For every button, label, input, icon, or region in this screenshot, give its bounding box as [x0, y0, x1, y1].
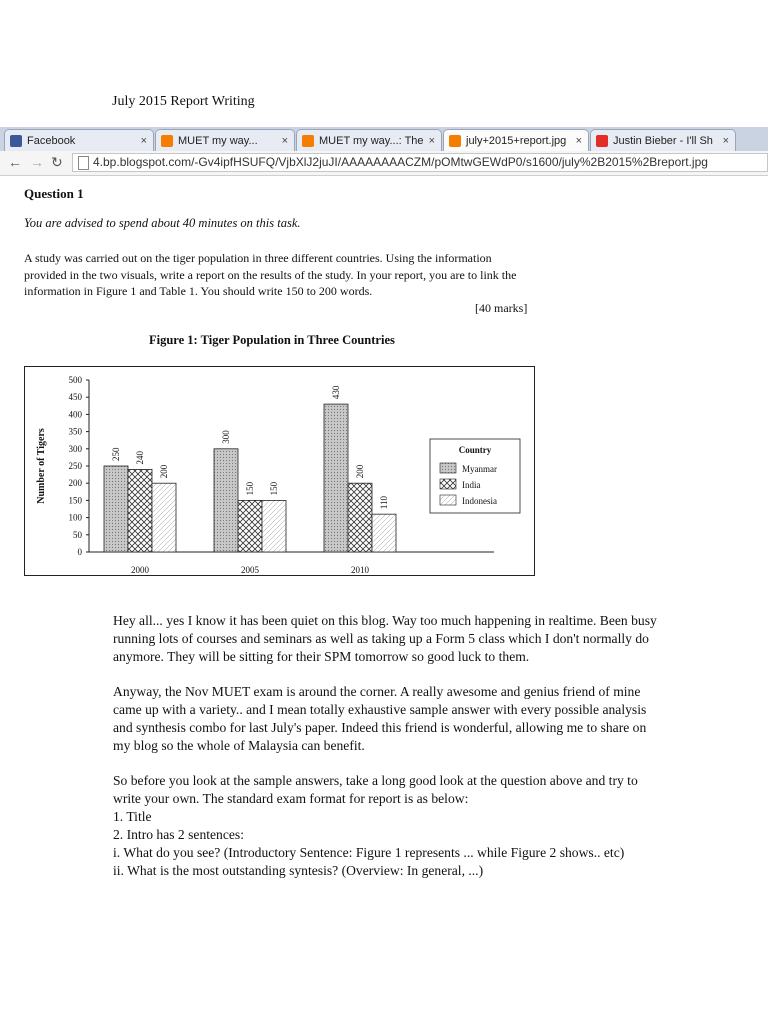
tab-label: Facebook — [27, 135, 76, 147]
bar — [214, 449, 238, 552]
tab-muet-2[interactable] — [296, 129, 442, 151]
blog-post — [113, 612, 658, 880]
bar — [238, 500, 262, 552]
y-tick-label: 100 — [68, 512, 82, 523]
post-paragraph-1: Hey all... yes I know it has been quiet on this blog. Way too much happening in realtime. Been busy running lots of courses and seminars as well as taking up a Form 5 class which I don't normally do anymore. They will be sitting for their SPM tomorrow so good luck to them. — [113, 613, 657, 664]
bar-value-label: 200 — [355, 464, 365, 479]
y-axis-label: Number of Tigers — [36, 428, 47, 504]
list-item: 2. Intro has 2 sentences: — [113, 827, 244, 842]
question-advice: You are advised to spend about 40 minutes on this task. — [24, 216, 301, 230]
y-tick-label: 450 — [68, 392, 82, 403]
bar — [372, 514, 396, 552]
tab-label: july+2015+report.jpg — [466, 135, 567, 147]
chart-svg — [24, 366, 536, 576]
tab-label: MUET my way... — [178, 135, 258, 147]
y-tick-label: 50 — [73, 529, 82, 540]
legend-label: Myanmar — [462, 464, 497, 474]
x-tick-label: 2010 — [351, 565, 369, 575]
forward-arrow-icon[interactable]: → — [30, 154, 44, 170]
legend-swatch — [440, 463, 456, 473]
y-tick-label: 250 — [68, 461, 82, 471]
youtube-icon — [596, 135, 608, 147]
y-tick-label: 200 — [68, 478, 82, 489]
blogger-icon — [449, 135, 461, 147]
y-tick-label: 300 — [68, 443, 82, 454]
close-icon[interactable]: × — [722, 135, 729, 147]
bar-value-label: 150 — [245, 481, 255, 496]
tiger-chart — [24, 366, 536, 581]
y-tick-label: 150 — [68, 495, 82, 506]
reload-icon[interactable]: ↻ — [51, 154, 63, 170]
blogger-icon — [161, 135, 173, 147]
y-tick-label: 350 — [68, 426, 82, 437]
question-marks: [40 marks] — [475, 301, 528, 315]
bar — [262, 500, 286, 552]
list-item: i. What do you see? (Introductory Sentence: Figure 1 represents ... while Figure 2 shows.. etc) — [113, 845, 625, 860]
tab-report-image[interactable] — [443, 129, 589, 151]
bar-value-label: 150 — [269, 481, 279, 496]
figure-title: Figure 1: Tiger Population in Three Countries — [149, 333, 395, 347]
y-tick-label: 0 — [77, 547, 82, 557]
back-arrow-icon[interactable]: ← — [8, 154, 22, 170]
close-icon[interactable]: × — [575, 135, 582, 147]
bar-value-label: 200 — [159, 464, 169, 479]
bar — [104, 466, 128, 552]
legend-title: Country — [458, 445, 492, 455]
y-tick-label: 500 — [68, 375, 82, 385]
bar — [324, 404, 348, 552]
list-item: ii. What is the most outstanding syntesis? (Overview: In general, ...) — [113, 863, 484, 878]
question-heading: Question 1 — [24, 186, 84, 201]
bar — [128, 469, 152, 552]
browser-toolbar — [0, 151, 768, 176]
bar-value-label: 300 — [221, 430, 231, 444]
question-body: A study was carried out on the tiger population in three different countries. Using the information provided in the two visuals, write a report on the results of the study. In your report, you are to link the information in Figure 1 and Table 1. You should write 150 to 200 words. — [24, 251, 517, 298]
close-icon[interactable]: × — [281, 135, 288, 147]
tab-facebook[interactable] — [4, 129, 154, 151]
legend-label: India — [462, 480, 481, 490]
tab-label: Justin Bieber - I'll Sh — [613, 135, 713, 147]
address-bar[interactable] — [72, 153, 768, 172]
y-tick-label: 400 — [68, 409, 82, 420]
tab-label: MUET my way...: The — [319, 135, 424, 147]
close-icon[interactable]: × — [140, 135, 147, 147]
legend-label: Indonesia — [462, 496, 497, 506]
page-icon — [78, 156, 89, 170]
bar-value-label: 430 — [331, 385, 341, 400]
x-tick-label: 2000 — [131, 565, 149, 575]
tab-youtube[interactable] — [590, 129, 736, 151]
legend-swatch — [440, 495, 456, 505]
post-list-intro: So before you look at the sample answers, take a long good look at the question above and try to write your own. The standard exam format for report is as below: — [113, 773, 638, 806]
bar-value-label: 240 — [135, 450, 145, 465]
x-tick-label: 2005 — [241, 565, 259, 575]
bar — [348, 483, 372, 552]
blogger-icon — [302, 135, 314, 147]
bar-value-label: 110 — [379, 495, 389, 510]
list-item: 1. Title — [113, 809, 152, 824]
legend-swatch — [440, 479, 456, 489]
bar — [152, 483, 176, 552]
doc-title: July 2015 Report Writing — [112, 94, 255, 109]
post-paragraph-2: Anyway, the Nov MUET exam is around the corner. A really awesome and genius friend of mine came up with a variety.. and I mean totally exhaustive sample answer with every possible analysis and synthesis combo for last July's paper. Indeed this friend is wonderful, allowing me to share on my blog so the whole of Malaysia can benefit. — [113, 684, 647, 753]
url-text: 4.bp.blogspot.com/-Gv4ipfHSUFQ/VjbXlJ2juJI/AAAAAAAACZM/pOMtwGEWdP0/s1600/july%2B2015%2Breport.jpg — [93, 155, 708, 169]
bar-value-label: 250 — [111, 447, 121, 461]
facebook-icon — [10, 135, 22, 147]
tab-muet-1[interactable] — [155, 129, 295, 151]
browser-tab-strip — [0, 127, 768, 152]
close-icon[interactable]: × — [428, 135, 435, 147]
